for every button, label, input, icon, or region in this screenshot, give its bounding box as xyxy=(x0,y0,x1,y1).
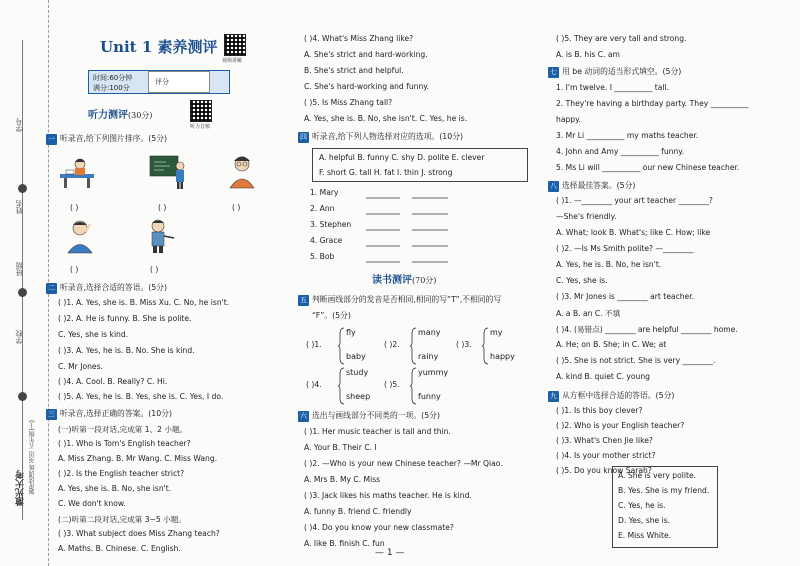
audio-qr-caption: 听力音频 xyxy=(190,124,211,130)
pair-word-a: study xyxy=(346,368,369,377)
person-row: 1. Mary xyxy=(310,188,339,197)
section-badge: 八 xyxy=(550,181,557,190)
list-item: A. She's strict and hard-working. xyxy=(304,50,428,59)
list-item: ( )4. Is your mother strict? xyxy=(556,451,656,460)
pair-word-a: fly xyxy=(346,328,356,337)
list-item: A. kind B. quiet C. young xyxy=(556,372,651,381)
list-item: C. Yes, she is kind. xyxy=(58,330,129,339)
list-item: A. a B. an C. 不填 xyxy=(556,309,621,318)
section-badge: 九 xyxy=(550,391,557,400)
picture-child-studying xyxy=(58,152,98,190)
binding-hole xyxy=(18,184,27,193)
list-item: ( )4. (易错点) ________ are helpful ________ home. xyxy=(556,325,738,334)
section-3-text: 听录音,选择正确的答案。(10分) xyxy=(60,409,173,418)
eval-label: 评分 xyxy=(155,78,169,86)
reading-heading xyxy=(372,271,436,286)
section-6-heading xyxy=(298,410,440,422)
section-1-text: 听录音,给下列图片排序。(5分) xyxy=(60,134,168,143)
brand-logo-text: 激光大考 xyxy=(16,470,26,506)
list-item: ( )5. She is not strict. She is very ________. xyxy=(556,356,716,365)
list-item: B. She's strict and helpful. xyxy=(304,66,404,75)
binding-label-name: 姓名 xyxy=(15,200,23,214)
binding-margin xyxy=(0,0,49,566)
section-2-heading xyxy=(46,282,167,294)
pair-word-a: yummy xyxy=(418,368,449,377)
list-item: ( )1. A. Yes, she is. B. Miss Xu. C. No, he isn't. xyxy=(58,298,230,307)
page-number: — 1 — xyxy=(375,548,405,558)
list-item: A. funny B. friend C. friendly xyxy=(304,507,412,516)
list-item: ( )2. Is the English teacher strict? xyxy=(58,469,185,478)
section-badge: 三 xyxy=(48,409,55,418)
person-row: 5. Bob xyxy=(310,252,335,261)
list-item: ( )1. Is this boy clever? xyxy=(556,406,643,415)
score-label: 满分:100分 xyxy=(93,84,130,92)
pair-number: ( )4. xyxy=(306,380,322,389)
reading-points: (70分) xyxy=(412,276,437,285)
section-badge: 七 xyxy=(550,67,557,76)
list-item: (二)听第二段对话,完成第 3~5 小题。 xyxy=(58,515,186,524)
list-item: ( )2. —Is Ms Smith polite? —________ xyxy=(556,244,694,253)
list-item: A. is B. his C. am xyxy=(556,50,620,59)
list-item: A. He; on B. She; in C. We; at xyxy=(556,340,667,349)
section-badge: 六 xyxy=(300,411,307,420)
reading-title: 读书测评 xyxy=(372,275,412,286)
list-item: ( )1. Her music teacher is tall and thin. xyxy=(304,427,451,436)
person-row: 4. Grace xyxy=(310,236,343,245)
pair-word-b: happy xyxy=(490,352,515,361)
pair-word-b: funny xyxy=(418,392,441,401)
page-title: Unit 1 素养测评 xyxy=(100,38,218,56)
list-item: A. Yes, she is. B. No, she isn't. xyxy=(58,484,172,493)
section-7-heading xyxy=(548,66,681,78)
answer-lines xyxy=(366,190,456,266)
list-item: ( )2. Who is your English teacher? xyxy=(556,421,685,430)
section-7-text: 用 be 动词的适当形式填空。(5分) xyxy=(562,67,682,76)
list-item: A. What; look B. What's; like C. How; like xyxy=(556,228,711,237)
section-badge: 一 xyxy=(48,134,55,143)
listening-points: (30分) xyxy=(128,111,153,120)
list-item: ( )5. A. Yes, he is. B. Yes, she is. C. Yes, I do. xyxy=(58,392,224,401)
answer-option: C. Yes, he is. xyxy=(618,501,666,510)
list-item: C. She's hard-working and funny. xyxy=(304,82,430,91)
binding-label-class: 班级 xyxy=(15,262,23,276)
list-item: (一)听第一段对话,完成第 1、2 小题。 xyxy=(58,425,188,434)
list-item: A. Miss Zhang. B. Mr Wang. C. Miss Wang. xyxy=(58,454,218,463)
pair-word-b: rainy xyxy=(418,352,439,361)
list-item: ( )3. A. Yes, he is. B. No. She is kind. xyxy=(58,346,195,355)
list-item: ( )4. A. Cool. B. Really? C. Hi. xyxy=(58,377,168,386)
binding-hole xyxy=(18,288,27,297)
answer-option: B. Yes. She is my friend. xyxy=(618,486,710,495)
answer-option: A. She is very polite. xyxy=(618,471,697,480)
binding-side-note: 题优选训练 英语 五年级(上) xyxy=(29,420,36,495)
list-item: A. Yes, she is. B. No, she isn't. C. Yes, he is. xyxy=(304,114,468,123)
list-item: A. Your B. Their C. I xyxy=(304,443,377,452)
list-item: ( )1. Who is Tom's English teacher? xyxy=(58,439,191,448)
person-row: 3. Stephen xyxy=(310,220,352,229)
list-item: ( )3. What subject does Miss Zhang teach? xyxy=(58,529,220,538)
qr-caption: 视频讲解 xyxy=(222,58,243,64)
list-item: ( )2. A. He is funny. B. She is polite. xyxy=(58,314,192,323)
section-6-text: 选出与画线部分不同类的一项。(5分) xyxy=(312,411,440,420)
list-item: ( )5. Is Miss Zhang tall? xyxy=(304,98,393,107)
section-5-heading xyxy=(298,294,501,306)
options-row: A. helpful B. funny C. shy D. polite E. clever xyxy=(319,153,485,162)
qr-code-icon xyxy=(224,34,246,56)
pair-number: ( )5. xyxy=(384,380,400,389)
pair-number: ( )3. xyxy=(456,340,472,349)
answer-option: D. Yes, she is. xyxy=(618,516,671,525)
section-badge: 二 xyxy=(48,283,55,292)
list-item: ( )4. Do you know your new classmate? xyxy=(304,523,454,532)
pair-number: ( )2. xyxy=(384,340,400,349)
section-9-text: 从方框中选择合适的答语。(5分) xyxy=(562,391,675,400)
time-label: 时间:60分钟 xyxy=(93,74,133,82)
list-item: A. Maths. B. Chinese. C. English. xyxy=(58,544,181,553)
binding-label-school: 学校 xyxy=(15,330,23,344)
list-item: ( )5. Do you know Sarah? xyxy=(556,466,652,475)
list-item: 2. They're having a birthday party. They __________ xyxy=(556,99,749,108)
list-item: happy. xyxy=(556,115,581,124)
list-item: ( )3. Jack likes his maths teacher. He is kind. xyxy=(304,491,472,500)
list-item: —She's friendly. xyxy=(556,212,617,221)
section-5-text: 判断画线部分的发音是否相同,相同的写“T”,不相同的写 xyxy=(312,295,502,304)
blank-4[interactable]: ( ) xyxy=(70,265,79,274)
list-item: C. Mr Jones. xyxy=(58,362,103,371)
pair-word-a: my xyxy=(490,328,503,337)
section-8-heading xyxy=(548,180,635,192)
list-item: ( )3. Mr Jones is ________ art teacher. xyxy=(556,292,695,301)
listening-heading xyxy=(88,106,152,121)
list-item: ( )1. —________ your art teacher ________? xyxy=(556,196,713,205)
section-badge: 四 xyxy=(300,132,307,141)
blank-1[interactable]: ( ) xyxy=(70,203,79,212)
pair-number: ( )1. xyxy=(306,340,322,349)
person-row: 2. Ann xyxy=(310,204,335,213)
section-badge: 五 xyxy=(300,295,307,304)
list-item: 4. John and Amy __________ funny. xyxy=(556,147,685,156)
score-box xyxy=(148,71,210,93)
section-4-text: 听录音,给下列人物选择对应的选项。(10分) xyxy=(312,132,464,141)
list-item: 1. I'm twelve. I __________ tall. xyxy=(556,83,670,92)
list-item: ( )4. What's Miss Zhang like? xyxy=(304,34,414,43)
list-item: ( )2. —Who is your new Chinese teacher? —Mr Qiao. xyxy=(304,459,503,468)
picture-teacher-blackboard xyxy=(148,152,188,190)
section-8-text: 选择最佳答案。(5分) xyxy=(562,181,636,190)
pair-word-b: baby xyxy=(346,352,366,361)
blank-2[interactable]: ( ) xyxy=(158,203,167,212)
listening-title: 听力测评 xyxy=(88,110,128,121)
options-box xyxy=(312,148,528,182)
section-5-text-2: “F”。(5分) xyxy=(312,311,351,320)
pair-word-a: many xyxy=(418,328,441,337)
section-9-heading xyxy=(548,390,674,402)
picture-boy-thinking xyxy=(60,216,100,254)
answer-option: E. Miss White. xyxy=(618,531,672,540)
list-item: 3. Mr Li __________ my maths teacher. xyxy=(556,131,699,140)
picture-man-pointing xyxy=(140,216,180,254)
blank-5[interactable]: ( ) xyxy=(150,265,159,274)
section-3-heading xyxy=(46,408,172,420)
section-1-heading xyxy=(46,133,167,145)
section-4-heading xyxy=(298,131,463,143)
binding-hole xyxy=(18,392,27,401)
blank-3[interactable]: ( ) xyxy=(232,203,241,212)
binding-label-student-id: 学号 xyxy=(15,118,23,132)
options-row: F. short G. tall H. fat I. thin J. strong xyxy=(319,168,453,177)
answer-options-box xyxy=(612,466,718,548)
audio-qr-icon xyxy=(190,100,212,122)
binding-line xyxy=(22,40,24,520)
list-item: C. Yes, she is. xyxy=(556,276,608,285)
bracket-marks xyxy=(338,326,518,406)
list-item: ( )5. They are very tall and strong. xyxy=(556,34,687,43)
section-2-text: 听录音,选择合适的答语。(5分) xyxy=(60,283,168,292)
list-item: ( )3. What's Chen Jie like? xyxy=(556,436,653,445)
picture-woman-glasses xyxy=(222,152,262,190)
list-item: A. like B. finish C. fun xyxy=(304,539,385,548)
list-item: 5. Ms Li will __________ our new Chinese teacher. xyxy=(556,163,740,172)
list-item: A. Yes, he is. B. No, he isn't. xyxy=(556,260,662,269)
list-item: C. We don't know. xyxy=(58,499,126,508)
pair-word-b: sheep xyxy=(346,392,371,401)
list-item: A. Mrs B. My C. Miss xyxy=(304,475,381,484)
